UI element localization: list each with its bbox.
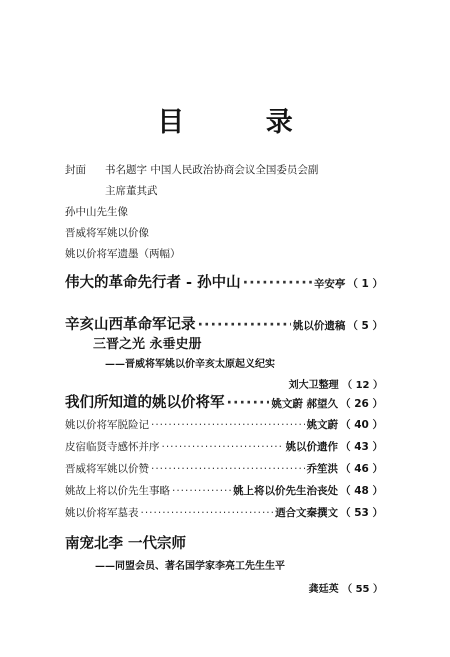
toc-entry-byline [93, 376, 383, 391]
toc-entry-page: （ 1 ） [347, 278, 383, 290]
toc-entry-title: 皮宿临贤寺感怀并序 [65, 441, 160, 453]
front-matter-line [65, 181, 318, 202]
toc-entry-tomb-inscription [65, 505, 383, 520]
leader-dots [243, 275, 312, 291]
leader-dots [227, 395, 270, 411]
toc-entry-general-yao [65, 391, 383, 412]
toc-entry-author: 姚文蔚 [306, 419, 339, 431]
toc-entry-author: 姚以价遗稿 [292, 320, 346, 332]
toc-entry-eulogy [65, 461, 383, 476]
toc-entry-shanxi-record [65, 313, 383, 334]
leader-dots [151, 419, 305, 431]
toc-entry-page: （ 26 ） [340, 398, 383, 410]
toc-entry-author: 辛安亭 [313, 278, 346, 290]
toc-entry-escape [65, 417, 383, 432]
leader-dots [162, 441, 284, 453]
leader-dots [151, 463, 305, 475]
front-matter-label: 封面 [65, 164, 86, 176]
toc-entry-author: 姚以价遗作 [285, 441, 339, 453]
toc-entry-sanjin [93, 333, 383, 391]
toc-entry-title: 伟大的革命先行者 - 孙中山 [65, 275, 241, 291]
front-matter-text: 晋威将军姚以价像 [65, 227, 149, 239]
toc-entry-author: 迺合文秦撰文 [275, 507, 339, 519]
toc-entry-author: 乔笙洪 [306, 463, 339, 475]
front-matter-text: 孙中山先生像 [65, 206, 128, 218]
front-matter [65, 160, 318, 265]
toc-entry-page: （ 55 ） [342, 584, 383, 595]
toc-entry-page: （ 46 ） [340, 463, 383, 475]
toc-entry-title: 我们所知道的姚以价将军 [65, 395, 225, 411]
toc-entry-byline [65, 580, 383, 595]
front-matter-line [65, 160, 318, 181]
toc-entry-title: 晋威将军姚以价赞 [65, 463, 149, 475]
toc-entry-author: 姚上将以价先生治丧处 [233, 485, 339, 497]
toc-entry-title: 南宠北李 一代宗师 [65, 536, 187, 552]
front-matter-line [65, 202, 318, 223]
toc-entry-li-lianggong [65, 532, 383, 595]
leader-dots [172, 485, 231, 497]
page-title: 目 录 [157, 107, 329, 138]
toc-entry-page: （ 12 ） [342, 380, 383, 391]
front-matter-text: 主席董其武 [105, 185, 158, 197]
leader-dots [141, 507, 274, 519]
toc-entry-page: （ 40 ） [340, 419, 383, 431]
leader-dots [198, 317, 291, 333]
toc-entry-title: 辛亥山西革命军记录 [65, 317, 196, 333]
toc-entry-temple-poem [65, 439, 383, 454]
toc-entry-title: 姚以价将军墓表 [65, 507, 139, 519]
toc-entry-biography [65, 483, 383, 498]
toc-entry-page: （ 43 ） [340, 441, 383, 453]
front-matter-line [65, 244, 318, 265]
front-matter-text: 姚以价将军遗墨（两幅） [65, 248, 181, 260]
toc-entry-sun-yatsen [65, 271, 383, 292]
toc-entry-subtitle: ——晋威将军姚以价辛亥太原起义纪实 [105, 359, 275, 370]
toc-entry-author: 龚廷英 [308, 584, 339, 595]
toc-entry-title: 姚以价将军脱险记 [65, 419, 149, 431]
toc-entry-page: （ 53 ） [340, 507, 383, 519]
toc-entry-title: 姚故上将以价先生事略 [65, 485, 170, 497]
front-matter-line [65, 223, 318, 244]
toc-entry-title: 三晋之光 永垂史册 [93, 337, 202, 352]
toc-entry-author: 姚文蔚 郝望久 [271, 398, 339, 410]
front-matter-text: 书名题字 中国人民政治协商会议全国委员会副 [105, 164, 319, 176]
toc-entry-subtitle: ——同盟会员、著名国学家李亮工先生生平 [95, 561, 285, 572]
toc-entry-page: （ 5 ） [347, 320, 383, 332]
toc-entry-page: （ 48 ） [340, 485, 383, 497]
toc-entry-author: 刘大卫整理 [288, 380, 339, 391]
